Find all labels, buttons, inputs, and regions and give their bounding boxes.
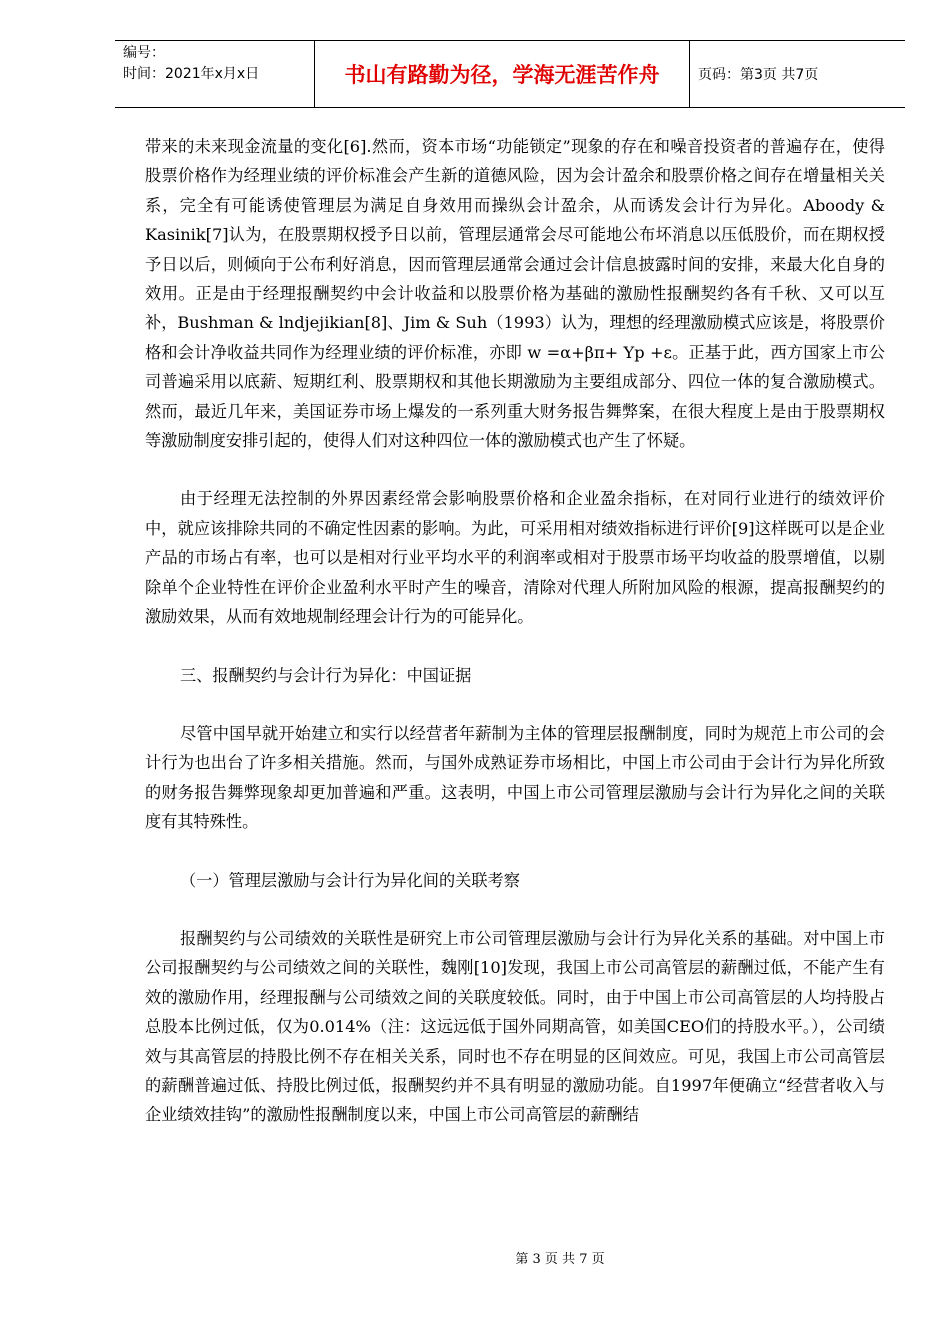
paragraph-1: 带来的未来现金流量的变化[6].然而，资本市场“功能锁定”现象的存在和噪音投资者的普遍存在，使得股票价格作为经理业绩的评价标准会产生新的道德风险，因为会计盈余和股票价格之间存在增量相关关系，完全有可能诱使管理层为满足自身效用而操纵会计盈余，从而诱发会计行为异化。Aboody & Kasinik[7]认为，在股票期权授予日以前，管理层通常会尽可能地公布坏消息以压低股价，而在期权授予日以后，则倾向于公布利好消息，因而管理层通常会通过会计信息披露时间的安排，来最大化自身的效用。正是由于经理报酬契约中会计收益和以股票价格为基础的激励性报酬契约各有千秋、又可以互补，Bushman & lndjejikian[8]、Jim & Suh（1993）认为，理想的经理激励模式应该是，将股票价格和会计净收益共同作为经理业绩的评价标准，亦即 w =α+βπ+ Yp +ε。正基于此，西方国家上市公司普遍采用以底薪、短期红利、股票期权和其他长期激励为主要组成部分、四位一体的复合激励模式。然而，最近几年来，美国证券市场上爆发的一系列重大财务报告舞弊案，在很大程度上是由于股票期权等激励制度安排引起的，使得人们对这种四位一体的激励模式也产生了怀疑。	[145, 137, 885, 451]
document-number: 编号：	[123, 45, 165, 61]
document-body	[145, 132, 885, 1130]
paragraph-3: 尽管中国早就开始建立和实行以经营者年薪制为主体的管理层报酬制度，同时为规范上市公司的会计行为也出台了许多相关措施。然而，与国外成熟证券市场相比，中国上市公司由于会计行为异化所致的财务报告舞弊现象却更加普遍和严重。这表明，中国上市公司管理层激励与会计行为异化之间的关联度有其特殊性。	[145, 723, 885, 832]
paragraph-4: 报酬契约与公司绩效的关联性是研究上市公司管理层激励与会计行为异化关系的基础。对中国上市公司报酬契约与公司绩效之间的关联性，魏刚[10]发现，我国上市公司高管层的薪酬过低，不能产生有效的激励作用，经理报酬与公司绩效之间的关联度较低。同时，由于中国上市公司高管层的人均持股占总股本比例过低，仅为0.014%（注：这远远低于国外同期高管，如美国CEO们的持股水平。），公司绩效与其高管层的持股比例不存在相关关系，同时也不存在明显的区间效应。可见，我国上市公司高管层的薪酬普遍过低、持股比例过低，报酬契约并不具有明显的激励功能。自1997年便确立“经营者收入与企业绩效挂钩”的激励性报酬制度以来，中国上市公司高管层的薪酬结	[145, 928, 885, 1125]
section-heading-3: 三、报酬契约与会计行为异化：中国证据	[180, 665, 472, 685]
page-footer: 第 3 页 共 7 页	[515, 1252, 605, 1267]
paragraph-2: 由于经理无法控制的外界因素经常会影响股票价格和企业盈余指标，在对同行业进行的绩效评价中，就应该排除共同的不确定性因素的影响。为此，可采用相对绩效指标进行评价[9]这样既可以是企业产品的市场占有率，也可以是相对行业平均水平的利润率或相对于股票市场平均收益的股票增值，以剔除单个企业特性在评价企业盈利水平时产生的噪音，清除对代理人所附加风险的根源，提高报酬契约的激励效果，从而有效地规制经理会计行为的可能异化。	[145, 489, 885, 627]
header-motto: 书山有路勤为径，学海无涯苦作舟	[315, 41, 690, 107]
page-header	[115, 40, 905, 108]
header-meta	[115, 41, 315, 107]
document-time: 时间：2021年x月x日	[123, 66, 260, 82]
header-page-number: 页码：第3页 共7页	[698, 67, 819, 83]
subsection-heading-1: （一）管理层激励与会计行为异化间的关联考察	[180, 870, 520, 890]
